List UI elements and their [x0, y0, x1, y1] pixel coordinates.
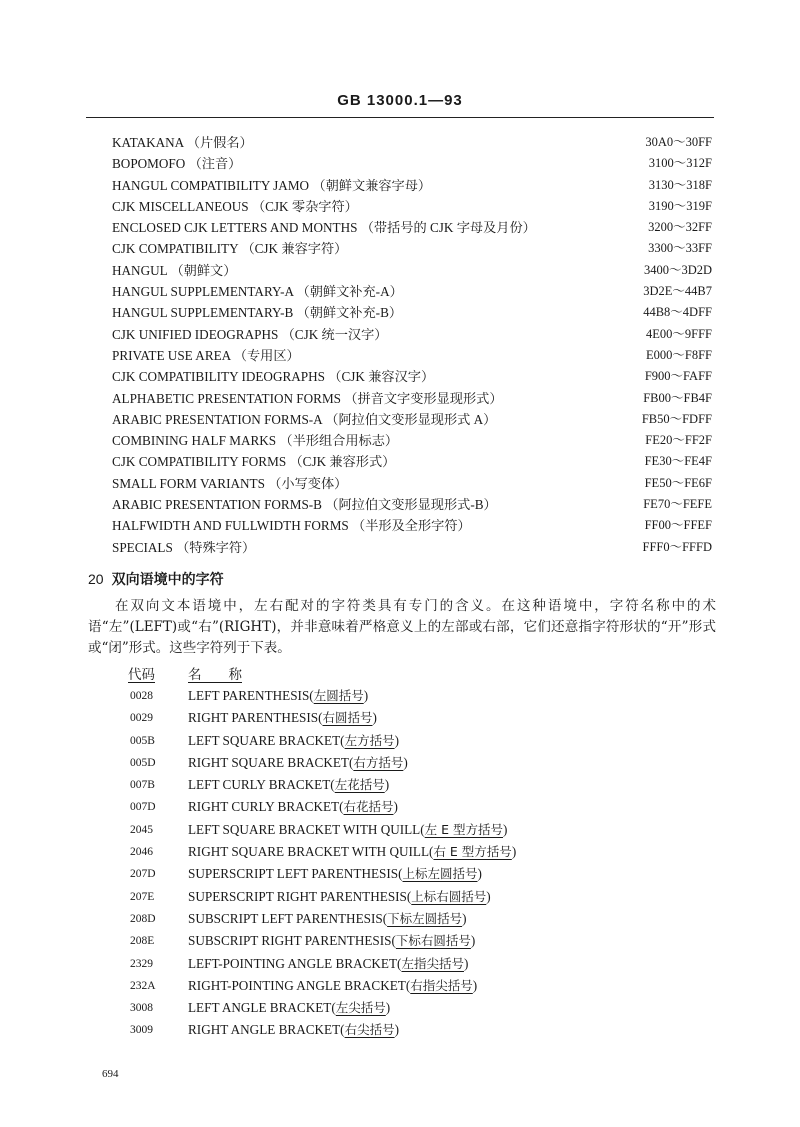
char-name-cn: 上标左圆括号	[402, 866, 478, 882]
close-paren: )	[477, 866, 482, 882]
char-name-cn: 左指尖括号	[401, 955, 464, 971]
block-name: COMBINING HALF MARKS （半形组合用标志）	[112, 433, 399, 449]
block-row	[112, 281, 712, 302]
block-range: 3100～312F	[648, 156, 712, 171]
table-row	[128, 841, 688, 863]
char-name-cn: 左花括号	[334, 777, 385, 793]
char-name-en: SUBSCRIPT RIGHT PARENTHESIS	[188, 933, 392, 949]
block-row	[112, 238, 712, 259]
char-code: 208D	[130, 912, 156, 925]
char-name-cn: 右花括号	[343, 799, 394, 815]
char-name-cn: 下标左圆括号	[387, 910, 463, 926]
char-code: 005B	[130, 734, 155, 747]
char-name-en: LEFT SQUARE BRACKET WITH QUILL	[188, 821, 421, 837]
table-row	[128, 975, 688, 997]
close-paren: )	[385, 1000, 391, 1016]
char-code: 3009	[130, 1024, 153, 1037]
block-row	[112, 537, 712, 558]
table-row	[128, 863, 688, 885]
close-paren: )	[463, 955, 469, 971]
block-name: ARABIC PRESENTATION FORMS-A （阿拉伯文变形显现形式 A）	[112, 411, 497, 427]
block-range: FF00～FFEF	[644, 518, 712, 533]
table-body	[128, 685, 688, 1042]
block-range: 4E00～9FFF	[646, 326, 712, 341]
open-paren: (	[348, 754, 354, 770]
char-name	[188, 863, 482, 885]
block-range: 44B8～4DFF	[643, 305, 712, 320]
char-code: 207E	[130, 890, 155, 903]
table-row	[128, 819, 688, 841]
block-row	[112, 260, 712, 281]
table-row	[128, 886, 688, 908]
block-name: ARABIC PRESENTATION FORMS-B （阿拉伯文变形显现形式-B）	[112, 497, 497, 513]
block-name: SPECIALS （特殊字符）	[112, 539, 256, 555]
close-paren: )	[503, 821, 508, 837]
block-range: 3400～3D2D	[643, 262, 712, 277]
name-column-header: 名 称	[188, 667, 242, 683]
close-paren: )	[472, 977, 478, 993]
char-name-en: SUPERSCRIPT RIGHT PARENTHESIS	[188, 888, 407, 904]
open-paren: (	[309, 688, 314, 703]
char-code: 2329	[130, 957, 153, 970]
section-title: 双向语境中的字符	[111, 572, 224, 588]
block-name: SMALL FORM VARIANTS （小写变体）	[112, 475, 348, 491]
header-rule	[86, 117, 714, 118]
char-name-en: RIGHT SQUARE BRACKET WITH QUILL	[188, 844, 430, 860]
block-row	[112, 196, 712, 217]
block-row	[112, 366, 712, 387]
char-name	[188, 953, 468, 975]
char-code: 005D	[130, 756, 156, 769]
block-name: ALPHABETIC PRESENTATION FORMS （拼音文字变形显现形式）	[112, 390, 503, 406]
char-name-cn: 左 E 型方括号	[424, 821, 504, 837]
table-row	[128, 930, 688, 952]
char-name-cn: 右指尖括号	[410, 977, 473, 993]
block-row	[112, 345, 712, 366]
char-code: 3008	[130, 1002, 153, 1015]
table-row	[128, 685, 688, 707]
block-name: CJK COMPATIBILITY IDEOGRAPHS （CJK 兼容汉字）	[112, 369, 435, 385]
char-name	[188, 908, 467, 930]
char-name	[188, 707, 377, 729]
block-range: 3190～319F	[648, 198, 712, 213]
block-range: 3130～318F	[648, 177, 712, 192]
block-name: PRIVATE USE AREA （专用区）	[112, 347, 300, 363]
close-paren: )	[394, 1022, 399, 1038]
char-name	[188, 997, 390, 1019]
block-name: CJK UNIFIED IDEOGRAPHS （CJK 统一汉字）	[112, 326, 388, 342]
block-name: CJK MISCELLANEOUS （CJK 零杂字符）	[112, 198, 358, 214]
block-name: HANGUL （朝鲜文）	[112, 262, 237, 278]
table-header	[128, 665, 688, 685]
block-name: CJK COMPATIBILITY FORMS （CJK 兼容形式）	[112, 454, 396, 470]
table-row	[128, 953, 688, 975]
page-number: 694	[102, 1068, 119, 1080]
open-paren: (	[318, 710, 323, 726]
block-row	[112, 175, 712, 196]
char-name	[188, 930, 475, 952]
block-range: FE30～FE4F	[644, 454, 712, 469]
char-name-en: LEFT-POINTING ANGLE BRACKET	[188, 955, 398, 971]
open-paren: (	[340, 1022, 345, 1038]
block-row	[112, 388, 712, 409]
char-name-cn: 下标右圆括号	[395, 933, 471, 949]
char-name-en: RIGHT PARENTHESIS	[188, 710, 319, 726]
unicode-block-list	[112, 132, 712, 558]
char-name-en: LEFT SQUARE BRACKET	[188, 732, 341, 748]
table-row	[128, 796, 688, 818]
close-paren: )	[486, 888, 491, 904]
block-row	[112, 409, 712, 430]
char-code: 0028	[130, 690, 153, 702]
char-name-cn: 左尖括号	[335, 1000, 386, 1016]
open-paren: (	[406, 888, 412, 904]
block-row	[112, 430, 712, 451]
char-name-en: RIGHT CURLY BRACKET	[188, 799, 340, 815]
open-paren: (	[331, 1000, 336, 1016]
char-name	[188, 752, 408, 774]
char-name-cn: 右方括号	[353, 754, 404, 770]
char-name-cn: 右 E 型方括号	[433, 844, 512, 860]
table-row	[128, 908, 688, 930]
block-range: FB50～FDFF	[641, 411, 712, 426]
char-name	[188, 774, 389, 796]
section-paragraph: 在双向文本语境中，左右配对的字符类具有专门的含义。在这种语境中，字符名称中的术语“左”(LEFT)或“右”(RIGHT)，并非意味着严格意义上的左部或右部，它们还意指字符形状的“开”形式或“闭”形式。这些字符列于下表。	[88, 598, 716, 656]
table-row	[128, 707, 688, 729]
block-range: FB00～FB4F	[643, 390, 712, 405]
block-row	[112, 324, 712, 345]
char-name	[188, 819, 507, 841]
char-code: 207D	[130, 868, 156, 881]
close-paren: )	[470, 933, 476, 949]
close-paren: )	[511, 844, 517, 860]
char-name-en: RIGHT ANGLE BRACKET	[188, 1022, 341, 1038]
section-number: 20	[88, 571, 104, 587]
char-code: 2046	[130, 846, 153, 859]
open-paren: (	[330, 777, 335, 793]
close-paren: )	[393, 799, 398, 815]
code-column-header: 代码	[128, 667, 155, 683]
block-name: ENCLOSED CJK LETTERS AND MONTHS （带括号的 CJK 字母及月份）	[112, 220, 536, 236]
block-row	[112, 217, 712, 238]
table-row	[128, 774, 688, 796]
open-paren: (	[382, 910, 388, 926]
block-name: HANGUL SUPPLEMENTARY-A （朝鲜文补充-A）	[112, 284, 403, 300]
block-name: HALFWIDTH AND FULLWIDTH FORMS （半形及全形字符）	[112, 518, 471, 534]
close-paren: )	[363, 688, 369, 703]
paired-character-table	[128, 665, 688, 1042]
char-name	[188, 796, 398, 818]
block-row	[112, 132, 712, 153]
open-paren: (	[339, 799, 344, 815]
block-row	[112, 451, 712, 472]
block-range: E000～F8FF	[646, 347, 712, 362]
close-paren: )	[462, 910, 467, 926]
block-name: KATAKANA （片假名）	[112, 135, 253, 150]
block-name: HANGUL SUPPLEMENTARY-B （朝鲜文补充-B）	[112, 305, 403, 321]
char-name	[188, 730, 399, 752]
block-row	[112, 494, 712, 515]
block-range: FE50～FE6F	[644, 475, 712, 490]
block-range: FE20～FF2F	[645, 433, 712, 448]
block-row	[112, 153, 712, 174]
open-paren: (	[429, 844, 434, 860]
block-range: F900～FAFF	[644, 369, 712, 384]
block-name: CJK COMPATIBILITY （CJK 兼容字符）	[112, 241, 348, 257]
block-range: 3200～32FF	[648, 220, 712, 235]
char-code: 007D	[130, 801, 156, 814]
char-name-en: RIGHT SQUARE BRACKET	[188, 754, 349, 770]
char-name-cn: 右圆括号	[322, 710, 373, 726]
page-header: GB 13000.1—93	[337, 92, 463, 109]
char-name-en: LEFT PARENTHESIS	[188, 688, 310, 703]
char-code: 007B	[130, 779, 155, 792]
char-name	[188, 1019, 399, 1041]
char-name	[188, 685, 368, 707]
block-range: FE70～FEFE	[643, 497, 712, 512]
char-name-en: SUPERSCRIPT LEFT PARENTHESIS	[188, 866, 399, 882]
open-paren: (	[405, 977, 411, 993]
char-name-en: LEFT ANGLE BRACKET	[188, 1000, 332, 1016]
char-name-cn: 左圆括号	[313, 688, 364, 703]
char-name-cn: 右尖括号	[344, 1022, 395, 1038]
block-range: 30A0～30FF	[645, 135, 712, 149]
close-paren: )	[384, 777, 390, 793]
char-code: 208E	[130, 935, 155, 948]
char-name-en: RIGHT-POINTING ANGLE BRACKET	[188, 977, 406, 993]
block-range: 3D2E～44B7	[643, 284, 712, 299]
open-paren: (	[391, 933, 396, 949]
table-row	[128, 752, 688, 774]
close-paren: )	[372, 710, 377, 726]
table-row	[128, 1019, 688, 1041]
table-row	[128, 730, 688, 752]
char-name-cn: 上标右圆括号	[411, 888, 487, 904]
char-name	[188, 886, 491, 908]
close-paren: )	[394, 732, 399, 748]
block-range: FFF0～FFFD	[642, 539, 712, 554]
close-paren: )	[403, 754, 408, 770]
char-code: 2045	[130, 823, 153, 836]
char-name	[188, 975, 477, 997]
char-code: 0029	[130, 712, 153, 725]
block-name: BOPOMOFO （注音）	[112, 156, 242, 172]
open-paren: (	[398, 866, 403, 882]
char-name-en: SUBSCRIPT LEFT PARENTHESIS	[188, 910, 383, 926]
block-row	[112, 473, 712, 494]
char-code: 232A	[130, 979, 156, 992]
block-range: 3300～33FF	[648, 241, 712, 256]
char-name	[188, 841, 516, 863]
block-row	[112, 302, 712, 323]
section-heading	[88, 569, 224, 589]
table-row	[128, 997, 688, 1019]
block-name: HANGUL COMPATIBILITY JAMO （朝鲜文兼容字母）	[112, 177, 432, 193]
open-paren: (	[420, 821, 425, 837]
block-row	[112, 515, 712, 536]
open-paren: (	[397, 955, 402, 971]
char-name-en: LEFT CURLY BRACKET	[188, 777, 331, 793]
char-name-cn: 左方括号	[344, 732, 395, 748]
open-paren: (	[340, 732, 345, 748]
